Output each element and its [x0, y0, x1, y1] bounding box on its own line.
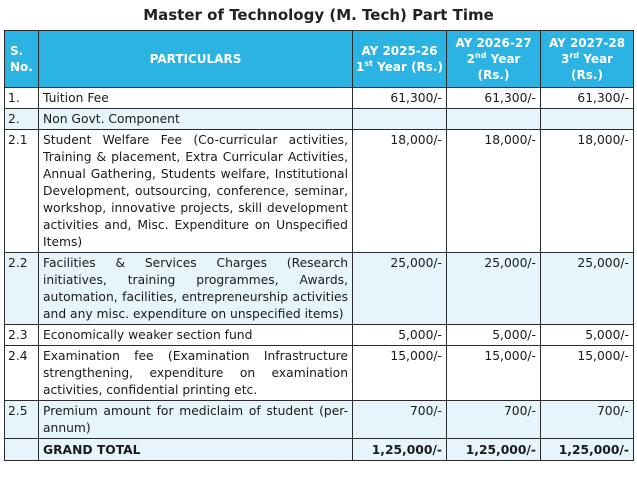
table-row-mediclaim	[5, 401, 634, 439]
row-ay2: 5,000/-	[447, 325, 541, 346]
fee-table	[4, 30, 634, 461]
grand-total-label: GRAND TOTAL	[39, 439, 353, 461]
row-ay3: 700/-	[541, 401, 634, 439]
grand-total-row	[5, 439, 634, 461]
row-ay3: 5,000/-	[541, 325, 634, 346]
total-sno	[5, 439, 39, 461]
row-ay1: 61,300/-	[353, 88, 447, 109]
header-ay-2026-27: AY 2026-27 2nd Year (Rs.)	[447, 31, 541, 88]
row-sno: 2.3	[5, 325, 39, 346]
page-title: Master of Technology (M. Tech) Part Time	[143, 6, 494, 24]
row-ay2: 25,000/-	[447, 253, 541, 325]
row-ay3: 61,300/-	[541, 88, 634, 109]
row-particular: Facilities & Services Charges (Research initiatives, training programmes, Awards, automation, facilities, entrepreneurship activities and any misc. expenditure on unspecified items)	[39, 253, 353, 325]
row-ay3	[541, 109, 634, 130]
row-sno: 2.1	[5, 130, 39, 253]
header-row	[5, 31, 634, 88]
row-sno: 2.	[5, 109, 39, 130]
header-ay-2025-26: AY 2025-26 1st Year (Rs.)	[353, 31, 447, 88]
row-ay2	[447, 109, 541, 130]
row-ay3: 15,000/-	[541, 346, 634, 401]
header-particulars: PARTICULARS	[39, 31, 353, 88]
table-row-tuition	[5, 88, 634, 109]
total-ay3: 1,25,000/-	[541, 439, 634, 461]
row-particular: Premium amount for mediclaim of student (per-annum)	[39, 401, 353, 439]
row-sno: 2.4	[5, 346, 39, 401]
row-ay3: 18,000/-	[541, 130, 634, 253]
row-ay2: 700/-	[447, 401, 541, 439]
table-row-examination	[5, 346, 634, 401]
row-ay2: 18,000/-	[447, 130, 541, 253]
row-ay1: 25,000/-	[353, 253, 447, 325]
row-sno: 2.2	[5, 253, 39, 325]
row-sno: 1.	[5, 88, 39, 109]
row-ay2: 15,000/-	[447, 346, 541, 401]
row-ay1: 5,000/-	[353, 325, 447, 346]
header-sno: S. No.	[5, 31, 39, 88]
total-ay2: 1,25,000/-	[447, 439, 541, 461]
row-particular: Non Govt. Component	[39, 109, 353, 130]
row-ay1: 18,000/-	[353, 130, 447, 253]
row-ay1: 700/-	[353, 401, 447, 439]
row-particular: Examination fee (Examination Infrastructure strengthening, expenditure on examination activities, confidential printing etc.	[39, 346, 353, 401]
table-row-ews	[5, 325, 634, 346]
table-row-non-govt	[5, 109, 634, 130]
table-row-facilities	[5, 253, 634, 325]
row-ay2: 61,300/-	[447, 88, 541, 109]
row-ay1	[353, 109, 447, 130]
row-sno: 2.5	[5, 401, 39, 439]
row-particular: Tuition Fee	[39, 88, 353, 109]
row-ay1: 15,000/-	[353, 346, 447, 401]
header-ay-2027-28: AY 2027-28 3rd Year (Rs.)	[541, 31, 634, 88]
table-row-welfare	[5, 130, 634, 253]
total-ay1: 1,25,000/-	[353, 439, 447, 461]
row-particular: Economically weaker section fund	[39, 325, 353, 346]
row-particular: Student Welfare Fee (Co-curricular activities, Training & placement, Extra Curricular Activities, Annual Gathering, Students welfare, Institutional Development, outsourcing, conference, seminar, workshop, innovative projects, skill development activities and, Misc. Expenditure on Unspecified Items)	[39, 130, 353, 253]
row-ay3: 25,000/-	[541, 253, 634, 325]
